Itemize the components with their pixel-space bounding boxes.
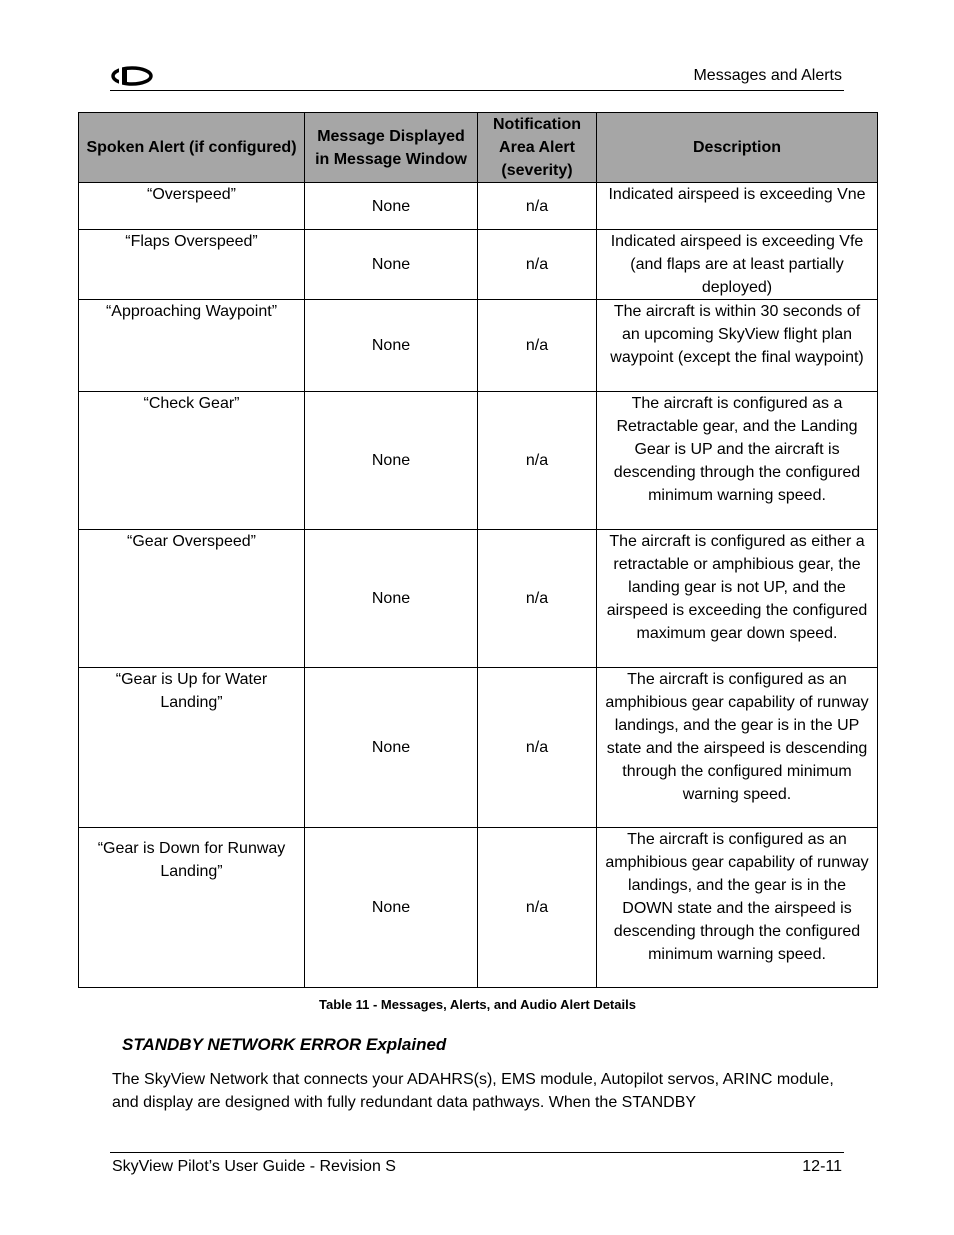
page-footer	[110, 1152, 844, 1183]
message-cell: None	[305, 530, 478, 668]
dynon-logo-icon	[110, 66, 154, 86]
message-cell: None	[305, 230, 478, 300]
notification-cell: n/a	[478, 300, 597, 392]
page-header	[110, 64, 844, 91]
table-header-row	[79, 113, 878, 183]
description-cell: The aircraft is within 30 seconds of an upcoming SkyView flight plan waypoint (except the final waypoint)	[597, 300, 878, 392]
message-cell: None	[305, 828, 478, 988]
section-heading: STANDBY NETWORK ERROR Explained	[122, 1035, 447, 1054]
spoken-alert-cell: “Overspeed”	[79, 183, 305, 230]
notification-cell: n/a	[478, 230, 597, 300]
message-cell: None	[305, 668, 478, 828]
description-cell: The aircraft is configured as an amphibious gear capability of runway landings, and the gear is in the DOWN state and the airspeed is descending through the configured minimum warning speed.	[597, 828, 878, 988]
column-header: Description	[597, 113, 878, 183]
description-cell: Indicated airspeed is exceeding Vfe (and flaps are at least partially deployed)	[597, 230, 878, 300]
description-cell: The aircraft is configured as an amphibious gear capability of runway landings, and the gear is in the UP state and the airspeed is descending through the configured minimum warning speed.	[597, 668, 878, 828]
description-cell: The aircraft is configured as a Retractable gear, and the Landing Gear is UP and the aircraft is descending through the configured minimum warning speed.	[597, 392, 878, 530]
message-cell: None	[305, 300, 478, 392]
spoken-alert-cell: “Gear is Down for Runway Landing”	[79, 828, 305, 988]
table-row	[79, 530, 878, 668]
table-caption: Table 11 - Messages, Alerts, and Audio Alert Details	[319, 997, 636, 1012]
message-cell: None	[305, 392, 478, 530]
column-header: Message Displayed in Message Window	[305, 113, 478, 183]
notification-cell: n/a	[478, 183, 597, 230]
column-header: Notification Area Alert (severity)	[478, 113, 597, 183]
table-row	[79, 392, 878, 530]
spoken-alert-cell: “Flaps Overspeed”	[79, 230, 305, 300]
notification-cell: n/a	[478, 392, 597, 530]
column-header: Spoken Alert (if configured)	[79, 113, 305, 183]
notification-cell: n/a	[478, 530, 597, 668]
spoken-alert-cell: “Approaching Waypoint”	[79, 300, 305, 392]
spoken-alert-cell: “Gear Overspeed”	[79, 530, 305, 668]
message-cell: None	[305, 183, 478, 230]
spoken-alert-cell: “Check Gear”	[79, 392, 305, 530]
page-number: 12-11	[802, 1158, 842, 1175]
notification-cell: n/a	[478, 668, 597, 828]
header-title: Messages and Alerts	[693, 67, 842, 84]
table-row	[79, 183, 878, 230]
body-paragraph: The SkyView Network that connects your ADAHRS(s), EMS module, Autopilot servos, ARINC module, and display are designed with fully redundant data pathways. When the STANDBY	[112, 1071, 834, 1111]
description-cell: The aircraft is configured as either a retractable or amphibious gear, the landing gear is not UP, and the airspeed is exceeding the configured maximum gear down speed.	[597, 530, 878, 668]
alerts-table	[78, 112, 878, 988]
description-cell: Indicated airspeed is exceeding Vne	[597, 183, 878, 230]
table-row	[79, 300, 878, 392]
table-row	[79, 828, 878, 988]
table-row	[79, 668, 878, 828]
notification-cell: n/a	[478, 828, 597, 988]
footer-document-title: SkyView Pilot’s User Guide - Revision S	[112, 1158, 396, 1175]
table-row	[79, 230, 878, 300]
spoken-alert-cell: “Gear is Up for Water Landing”	[79, 668, 305, 828]
